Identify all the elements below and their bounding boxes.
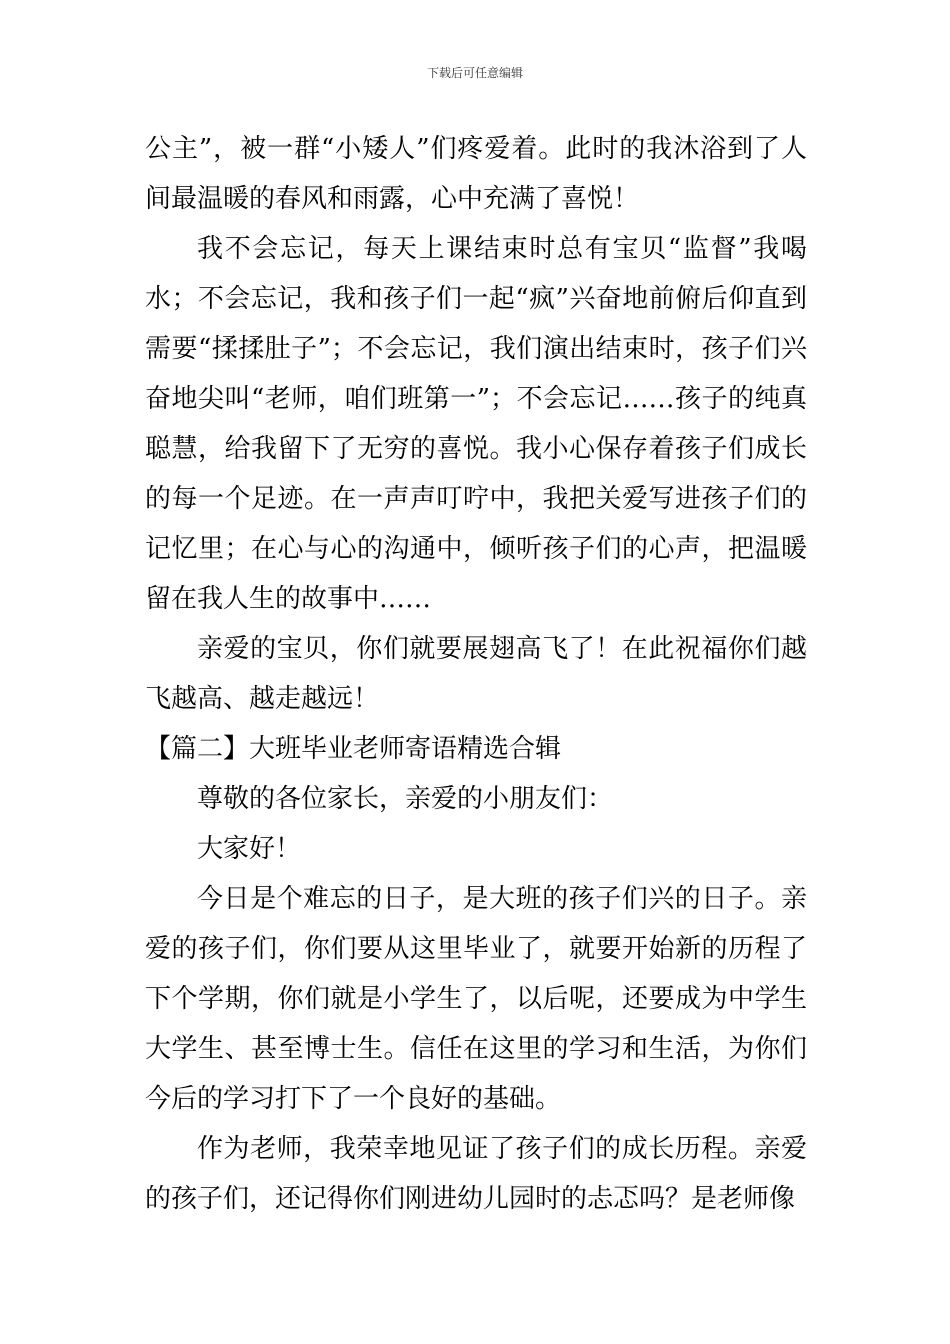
paragraph-greeting: 尊敬的各位家长，亲爱的小朋友们： bbox=[197, 784, 614, 814]
paragraph-teacher-reflection: 作为老师，我荣幸地见证了孩子们的成长历程。亲爱的孩子们，还记得你们刚进幼儿园时的忐忑吗？是老师像 bbox=[145, 1134, 807, 1214]
page-header-note: 下载后可任意编辑 bbox=[426, 66, 523, 80]
document-body bbox=[145, 124, 807, 1224]
paragraph-continuation: 公主”，被一群“小矮人”们疼爱着。此时的我沐浴到了人间最温暖的春风和雨露，心中充满了喜悦！ bbox=[145, 134, 807, 214]
paragraph-memories: 我不会忘记，每天上课结束时总有宝贝“监督”我喝水；不会忘记，我和孩子们一起“疯”兴奋地前俯后仰直到需要“揉揉肚子”；不会忘记，我们演出结束时，孩子们兴奋地尖叫“老师，咱们班第一”；不会忘记……孩子的纯真聪慧，给我留下了无穷的喜悦。我小心保存着孩子们成长的每一个足迹。在一声声叮咛中，我把关爱写进孩子们的记忆里；在心与心的沟通中，倾听孩子们的心声，把温暖留在我人生的故事中…… bbox=[145, 234, 807, 614]
paragraph-graduation: 今日是个难忘的日子，是大班的孩子们兴的日子。亲爱的孩子们，你们要从这里毕业了，就要开始新的历程了下个学期，你们就是小学生了，以后呢，还要成为中学生大学生、甚至博士生。信任在这里的学习和生活，为你们今后的学习打下了一个良好的基础。 bbox=[145, 884, 807, 1114]
paragraph-blessing: 亲爱的宝贝，你们就要展翅高飞了！在此祝福你们越飞越高、越走越远！ bbox=[145, 634, 807, 714]
paragraph-hello: 大家好！ bbox=[197, 834, 302, 864]
section-heading: 【篇二】大班毕业老师寄语精选合辑 bbox=[145, 734, 562, 764]
